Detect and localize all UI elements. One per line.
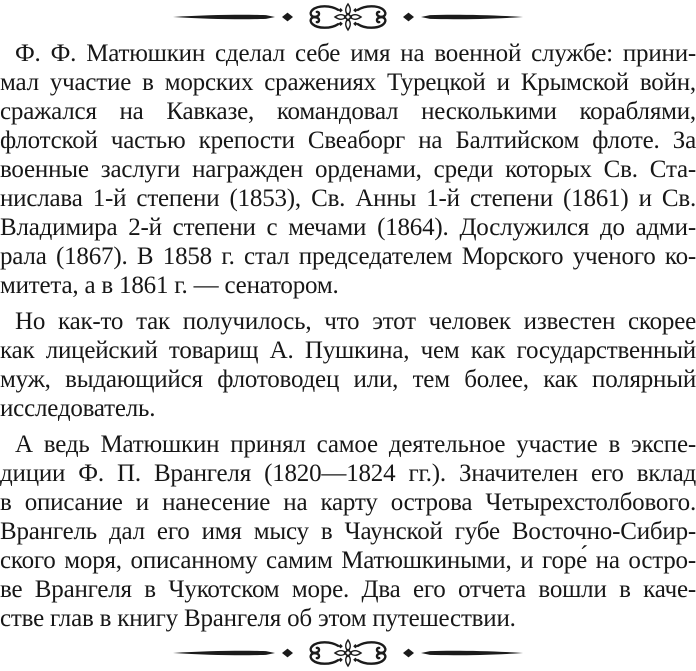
text-line: в описание и нанесение на карту острова Четырехстолбового. (0, 489, 696, 516)
text-line: сражался на Кавказе, командовал несколькими кораблями, (0, 98, 696, 125)
text-line: исследователь. (0, 395, 156, 422)
text-line: флотской частью крепости Свеаборг на Балтийском флоте. За (0, 127, 696, 154)
text-line: как лицейский товарищ А. Пушкина, чем как государственный (0, 337, 696, 364)
rosette-icon (335, 4, 361, 30)
text-line: А ведь Матюшкин принял самое деятельное участие в экспе- (15, 431, 696, 458)
text-line: диции Ф. П. Врангеля (1820—1824 гг.). Значителен его вклад (0, 460, 696, 487)
text-line: Но как-то так получилось, что этот человек известен скорее (15, 308, 696, 335)
text-line: муж, выдающийся флотоводец или, тем более, как полярный (0, 366, 696, 393)
paragraph (0, 307, 696, 423)
text-line: рала (1867). В 1858 г. стал председателем Морского ученого ко- (0, 243, 696, 270)
text-line: военные заслуги награжден орденами, среди которых Св. Ста- (0, 156, 696, 183)
text-line: митета, а в 1861 г. — сенатором. (0, 272, 339, 299)
text-line: стве глав в книгу Врангеля об этом путешествии. (0, 605, 516, 632)
rosette-icon (335, 640, 361, 666)
fleuron-divider-bottom (0, 638, 696, 668)
text-line: Врангель дал его имя мысу в Чаунской губе Восточно-Сибир- (0, 518, 696, 545)
text-line: нислава 1-й степени (1853), Св. Анны 1-й степени (1861) и Св. (0, 185, 696, 212)
text-line: ского моря, описанному самим Матюшкиными, и горе́ на остро- (0, 547, 696, 574)
text-line: Владимира 2-й степени с мечами (1864). Дослужился до адми- (0, 214, 696, 241)
fleuron-divider-top (0, 0, 696, 32)
fleuron-divider-icon (172, 2, 524, 32)
fleuron-divider-icon (172, 638, 524, 668)
text-block (0, 39, 696, 633)
text-line: Ф. Ф. Матюшкин сделал себе имя на военной службе: прини- (15, 40, 696, 67)
text-line: ве Врангеля в Чукотском море. Два его отчета вошли в каче- (0, 576, 696, 603)
text-line: мал участие в морских сражениях Турецкой и Крымской войн, (0, 69, 696, 96)
paragraph (0, 430, 696, 633)
paragraph (0, 39, 696, 300)
